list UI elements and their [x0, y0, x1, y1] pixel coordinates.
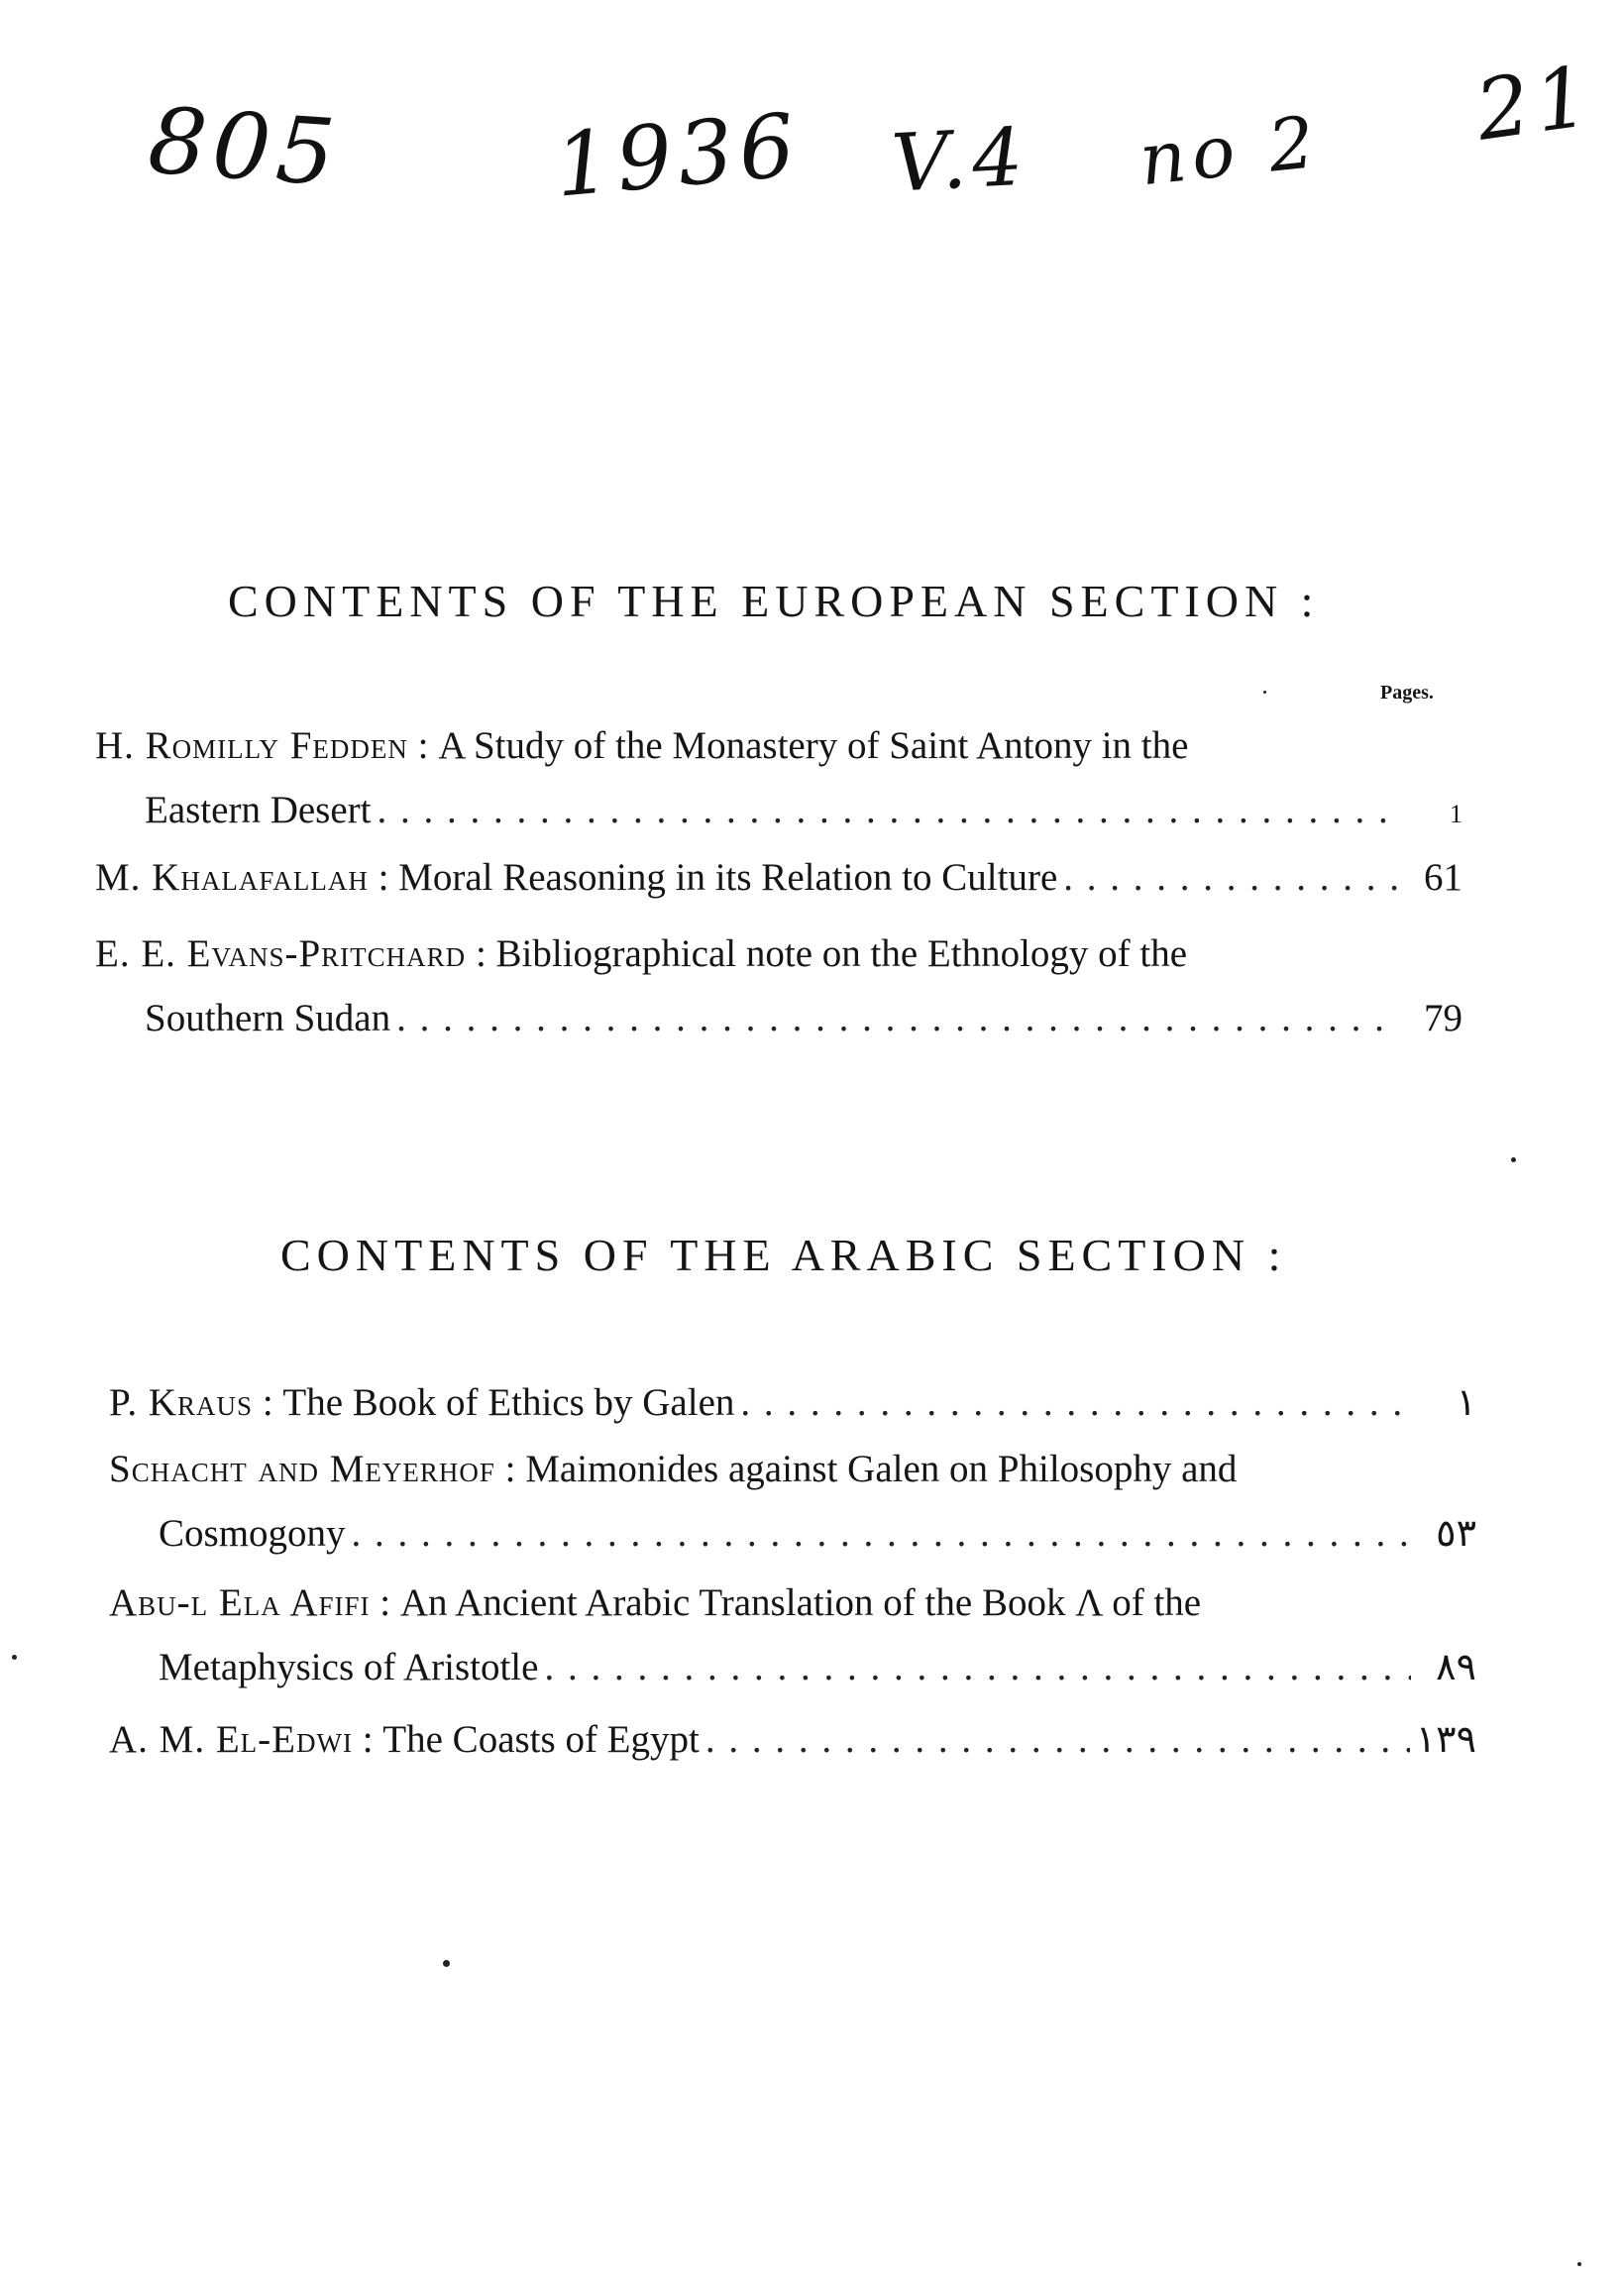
entry-title-continued: Cosmogony [159, 1512, 346, 1555]
entry-title: The Book of Ethics by Galen [282, 1381, 735, 1424]
leader-dots [544, 1645, 1411, 1689]
scan-speck [12, 1655, 17, 1660]
entry-title: Bibliographical note on the Ethnology of the [495, 932, 1188, 975]
european-section-title: CONTENTS OF THE EUROPEAN SECTION : [228, 576, 1320, 626]
toc-entry-afifi-line1 [109, 1580, 1397, 1625]
toc-entry-kraus [109, 1380, 1476, 1425]
toc-entry-schacht-meyerhof-line2 [159, 1511, 1476, 1556]
entry-page-number: 79 [1424, 997, 1462, 1039]
handwritten-volume: V.4 [889, 110, 1031, 210]
entry-separator: : [407, 724, 439, 767]
entry-title-continued: Metaphysics of Aristotle [159, 1646, 539, 1688]
entry-page-number: ٥٣ [1436, 1511, 1476, 1555]
entry-author: M. Khalafallah [95, 856, 369, 899]
scan-speck [1511, 1157, 1516, 1162]
entry-page-number: ١٣٩ [1415, 1717, 1476, 1761]
leader-dots [705, 1717, 1410, 1762]
scan-speck [1263, 691, 1266, 694]
entry-title: A Study of the Monastery of Saint Antony in the [438, 724, 1189, 767]
arabic-section-title: CONTENTS OF THE ARABIC SECTION : [280, 1230, 1287, 1280]
entry-title: An Ancient Arabic Translation of the Book Λ of the [399, 1581, 1202, 1624]
entry-separator: : [466, 932, 496, 975]
handwritten-year: 1936 [550, 93, 805, 217]
leader-dots [352, 1511, 1411, 1556]
toc-entry-schacht-meyerhof-line1 [109, 1447, 1397, 1491]
entry-author: H. Romilly Fedden [95, 724, 408, 767]
toc-entry-evans-pritchard-line1 [95, 931, 1383, 976]
scan-speck [443, 1960, 450, 1967]
toc-entry-fedden-line1 [95, 723, 1383, 768]
entry-author: A. M. El-Edwi [109, 1718, 353, 1761]
entry-author: E. E. Evans-Pritchard [95, 932, 467, 975]
toc-entry-khalafallah [95, 855, 1462, 900]
entry-title-continued: Southern Sudan [145, 997, 391, 1039]
leader-dots [1063, 855, 1397, 900]
entry-separator: : [253, 1381, 283, 1424]
entry-author: Abu-l Ela Afifi [109, 1581, 371, 1624]
toc-entry-el-edwi [109, 1717, 1476, 1762]
entry-author: Schacht and Meyerhof [109, 1448, 495, 1490]
handwritten-number: no 2 [1136, 99, 1325, 202]
entry-separator: : [368, 856, 399, 899]
entry-page-number: 61 [1424, 856, 1462, 899]
entry-title: The Coasts of Egypt [382, 1718, 700, 1761]
entry-separator: : [352, 1718, 383, 1761]
entry-separator: : [494, 1448, 526, 1490]
leader-dots [740, 1380, 1411, 1425]
entry-page-number: 1 [1450, 800, 1462, 828]
entry-title: Moral Reasoning in its Relation to Culture [398, 856, 1058, 899]
entry-title: Maimonides against Galen on Philosophy and [525, 1448, 1238, 1490]
toc-entry-evans-pritchard-line2 [145, 996, 1462, 1040]
toc-entry-afifi-line2 [159, 1645, 1476, 1689]
toc-entry-fedden-line2 [145, 788, 1462, 832]
leader-dots [377, 788, 1397, 832]
leader-dots [396, 996, 1397, 1040]
scan-speck [1577, 2262, 1581, 2266]
entry-title-continued: Eastern Desert [145, 789, 372, 831]
entry-page-number: ١ [1456, 1380, 1476, 1424]
pages-label: Pages. [1380, 682, 1434, 704]
entry-author: P. Kraus [109, 1381, 254, 1424]
entry-separator: : [370, 1581, 400, 1624]
handwritten-corner-mark: 21 [1469, 47, 1601, 160]
handwritten-call-number: 805 [145, 87, 345, 207]
entry-page-number: ٨٩ [1436, 1645, 1476, 1688]
